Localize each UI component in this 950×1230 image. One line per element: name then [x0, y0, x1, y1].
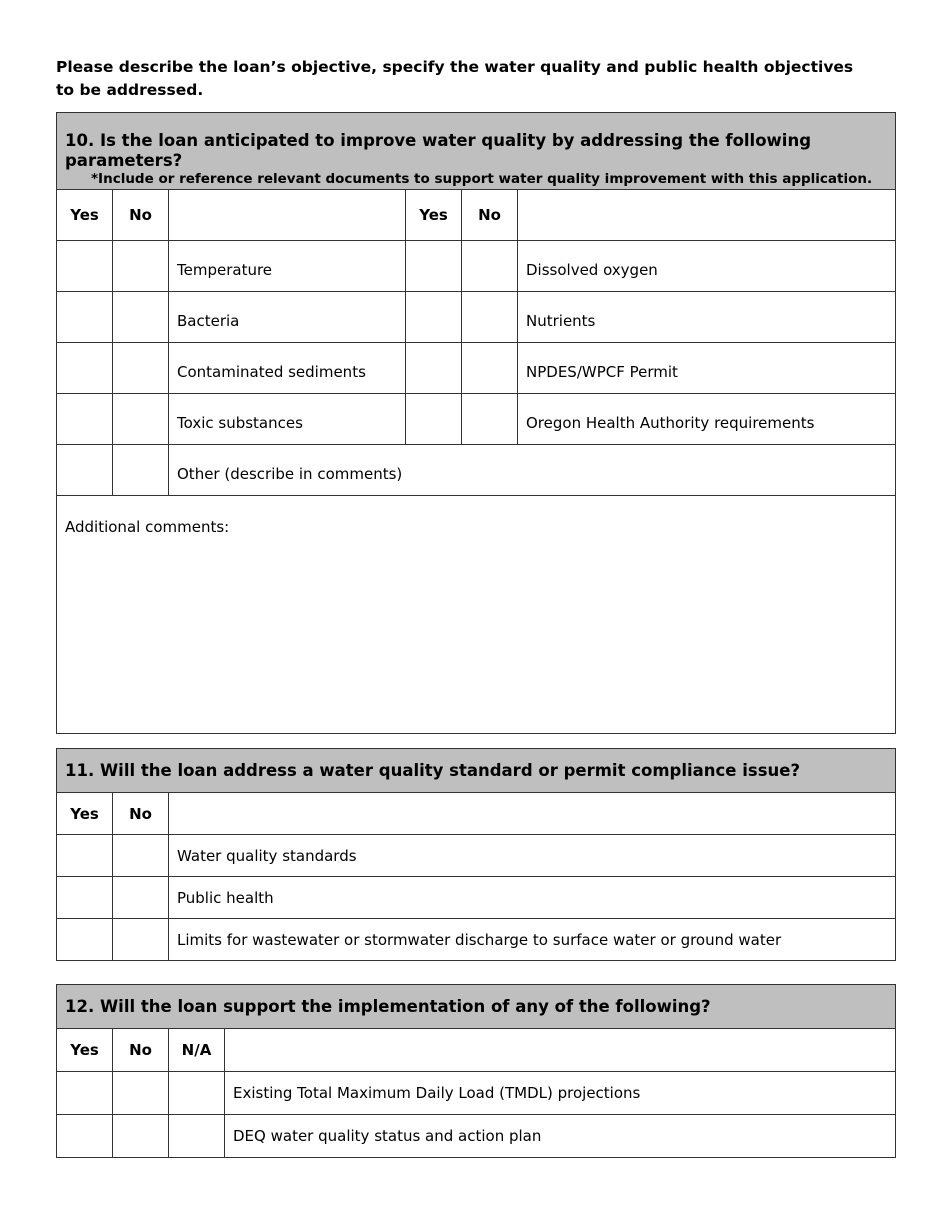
q10-blank-header — [169, 190, 406, 241]
q10-param-label: Toxic substances — [169, 394, 406, 445]
q10-header — [57, 113, 896, 190]
q11-public-health-yes-box[interactable] — [57, 877, 113, 919]
table-row — [57, 241, 896, 292]
q10-other-yes-box[interactable] — [57, 445, 113, 496]
q11-item-label: Limits for wastewater or stormwater discharge to surface water or ground water — [169, 919, 896, 961]
q10-bacteria-yes-box[interactable] — [57, 292, 113, 343]
q10-param-label: Bacteria — [169, 292, 406, 343]
q12-table — [56, 984, 896, 1158]
q11-no-header: No — [113, 793, 169, 835]
q11-standards-yes-box[interactable] — [57, 835, 113, 877]
q12-deq-yes-box[interactable] — [57, 1115, 113, 1158]
q10-param-label: Oregon Health Authority requirements — [518, 394, 896, 445]
q10-oha-yes-box[interactable] — [406, 394, 462, 445]
q10-param-label: NPDES/WPCF Permit — [518, 343, 896, 394]
q10-param-label: Nutrients — [518, 292, 896, 343]
q10-dissolved-oxygen-yes-box[interactable] — [406, 241, 462, 292]
q10-param-label: Dissolved oxygen — [518, 241, 896, 292]
q11-yes-header: Yes — [57, 793, 113, 835]
q10-note: *Include or reference relevant documents to support water quality improvement with this application. — [91, 171, 873, 187]
q12-tmdl-no-box[interactable] — [113, 1072, 169, 1115]
q11-standards-no-box[interactable] — [113, 835, 169, 877]
q11-blank-header — [169, 793, 896, 835]
table-row — [57, 292, 896, 343]
q12-yes-header: Yes — [57, 1029, 113, 1072]
q10-bacteria-no-box[interactable] — [113, 292, 169, 343]
q10-table — [56, 112, 896, 734]
q10-no-header: No — [113, 190, 169, 241]
q10-param-label: Contaminated sediments — [169, 343, 406, 394]
q10-no-header-2: No — [462, 190, 518, 241]
table-row — [57, 394, 896, 445]
q10-toxic-no-box[interactable] — [113, 394, 169, 445]
q10-temperature-no-box[interactable] — [113, 241, 169, 292]
q10-other-no-box[interactable] — [113, 445, 169, 496]
q10-yes-header-2: Yes — [406, 190, 462, 241]
q10-permit-yes-box[interactable] — [406, 343, 462, 394]
q10-dissolved-oxygen-no-box[interactable] — [462, 241, 518, 292]
table-row — [57, 343, 896, 394]
q10-sediments-yes-box[interactable] — [57, 343, 113, 394]
q12-no-header: No — [113, 1029, 169, 1072]
q11-item-label: Public health — [169, 877, 896, 919]
q11-public-health-no-box[interactable] — [113, 877, 169, 919]
q12-deq-no-box[interactable] — [113, 1115, 169, 1158]
q10-comments-label: Additional comments: — [65, 518, 230, 536]
table-row — [57, 445, 896, 496]
q10-param-label: Temperature — [169, 241, 406, 292]
q10-title: 10. Is the loan anticipated to improve water quality by addressing the following parameters? — [65, 131, 812, 170]
q10-nutrients-no-box[interactable] — [462, 292, 518, 343]
q12-item-label: DEQ water quality status and action plan — [225, 1115, 896, 1158]
q10-blank-header-2 — [518, 190, 896, 241]
table-row — [57, 877, 896, 919]
q11-limits-no-box[interactable] — [113, 919, 169, 961]
q11-table — [56, 748, 896, 961]
q11-title: 11. Will the loan address a water quality standard or permit compliance issue? — [57, 749, 896, 793]
table-row — [57, 1115, 896, 1158]
q12-blank-header — [225, 1029, 896, 1072]
q11-item-label: Water quality standards — [169, 835, 896, 877]
q10-other-label: Other (describe in comments) — [169, 445, 896, 496]
q12-na-header: N/A — [169, 1029, 225, 1072]
intro-text: Please describe the loan’s objective, specify the water quality and public health objectives to be addressed. — [56, 58, 854, 99]
q12-tmdl-yes-box[interactable] — [57, 1072, 113, 1115]
q10-toxic-yes-box[interactable] — [57, 394, 113, 445]
table-row — [57, 835, 896, 877]
table-row — [57, 1072, 896, 1115]
table-row — [57, 919, 896, 961]
q10-oha-no-box[interactable] — [462, 394, 518, 445]
q12-tmdl-na-box[interactable] — [169, 1072, 225, 1115]
q12-item-label: Existing Total Maximum Daily Load (TMDL) projections — [225, 1072, 896, 1115]
q10-sediments-no-box[interactable] — [113, 343, 169, 394]
q12-deq-na-box[interactable] — [169, 1115, 225, 1158]
q10-yes-header: Yes — [57, 190, 113, 241]
q11-limits-yes-box[interactable] — [57, 919, 113, 961]
q10-permit-no-box[interactable] — [462, 343, 518, 394]
q10-comments-field[interactable] — [57, 496, 896, 734]
q12-title: 12. Will the loan support the implementation of any of the following? — [57, 985, 896, 1029]
q10-nutrients-yes-box[interactable] — [406, 292, 462, 343]
q10-temperature-yes-box[interactable] — [57, 241, 113, 292]
